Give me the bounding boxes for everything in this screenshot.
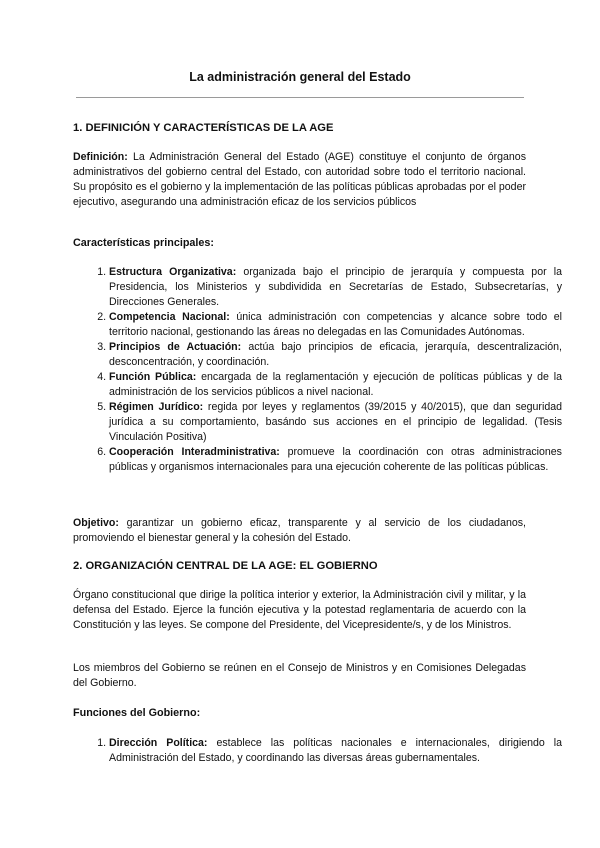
- section-1-heading: 1. DEFINICIÓN Y CARACTERÍSTICAS DE LA AGE: [73, 122, 334, 134]
- list-item: [109, 400, 562, 445]
- list-item-label: Competencia Nacional:: [109, 311, 230, 323]
- list-item-label: Función Pública:: [109, 371, 197, 383]
- section-2-heading: 2. ORGANIZACIÓN CENTRAL DE LA AGE: EL GOBIERNO: [73, 560, 378, 572]
- objective-label: Objetivo:: [73, 517, 119, 529]
- functions-list: [73, 736, 562, 766]
- list-item-text: organizada bajo el principio de jerarquía y compuesta por la Presidencia, los Ministerios y subdividida en Secretarías de Estado, Subsecretarías, y Direcciones Generales.: [109, 266, 562, 308]
- list-item-text: regida por leyes y reglamentos (39/2015 y 40/2015), que dan seguridad jurídica a su comportamiento, basándo sus acciones en el principio de legalidad. (Tesis Vinculación Positiva): [109, 401, 562, 443]
- functions-heading: Funciones del Gobierno:: [73, 707, 201, 719]
- list-item-text: promueve la coordinación con otras administraciones públicas y organismos internacionales para una ejecución coherente de las políticas públicas.: [109, 446, 562, 473]
- characteristics-heading: Características principales:: [73, 237, 215, 249]
- list-item: [109, 736, 562, 766]
- definition-paragraph: [73, 150, 526, 210]
- list-item-text: actúa bajo principios de eficacia, jerarquía, descentralización, desconcentración, y coordinación.: [109, 341, 562, 368]
- list-item-label: Dirección Política:: [109, 737, 208, 749]
- list-item-text: encargada de la reglamentación y ejecución de políticas públicas y de la administración de los servicios públicos a nivel nacional.: [109, 371, 563, 398]
- characteristics-list: [73, 265, 562, 475]
- list-item-label: Principios de Actuación:: [109, 341, 242, 353]
- list-item: [109, 340, 562, 370]
- title-divider: [76, 97, 524, 98]
- list-item-text: única administración con competencias y alcance sobre todo el territorio nacional, gestionando las áreas no delegadas en las Comunidades Autónomas.: [109, 311, 562, 338]
- government-paragraph: Órgano constitucional que dirige la política interior y exterior, la Administración civil y militar, y la defensa del Estado. Ejerce la función ejecutiva y la potestad reglamentaria de acuerdo con la Constitución y las leyes. Se compone del Presidente, del Vicepresidente/s, y de los Ministros.: [73, 589, 526, 631]
- list-item: [109, 370, 562, 400]
- list-item-text: establece las políticas nacionales e internacionales, dirigiendo la Administración del Estado, y coordinando las diversas áreas gubernamentales.: [109, 737, 562, 764]
- list-item: [109, 445, 562, 475]
- document-title: La administración general del Estado: [189, 70, 411, 84]
- definition-label: Definición:: [73, 151, 128, 163]
- list-item-label: Estructura Organizativa:: [109, 266, 237, 278]
- objective-paragraph: [73, 516, 526, 546]
- council-paragraph: Los miembros del Gobierno se reúnen en el Consejo de Ministros y en Comisiones Delegadas del Gobierno.: [73, 662, 526, 689]
- list-item: [109, 265, 562, 310]
- definition-text: La Administración General del Estado (AGE) constituye el conjunto de órganos administrativos del gobierno central del Estado, con autoridad sobre todo el territorio nacional. Su propósito es el gobierno y la implementación de las políticas públicas aprobadas por el poder ejecutivo, asegurando una administración eficaz de los servicios públicos: [73, 151, 526, 208]
- list-item-label: Cooperación Interadministrativa:: [109, 446, 280, 458]
- objective-text: garantizar un gobierno eficaz, transparente y al servicio de los ciudadanos, promoviendo el bienestar general y la cohesión del Estado.: [73, 517, 526, 544]
- list-item: [109, 310, 562, 340]
- list-item-label: Régimen Jurídico:: [109, 401, 204, 413]
